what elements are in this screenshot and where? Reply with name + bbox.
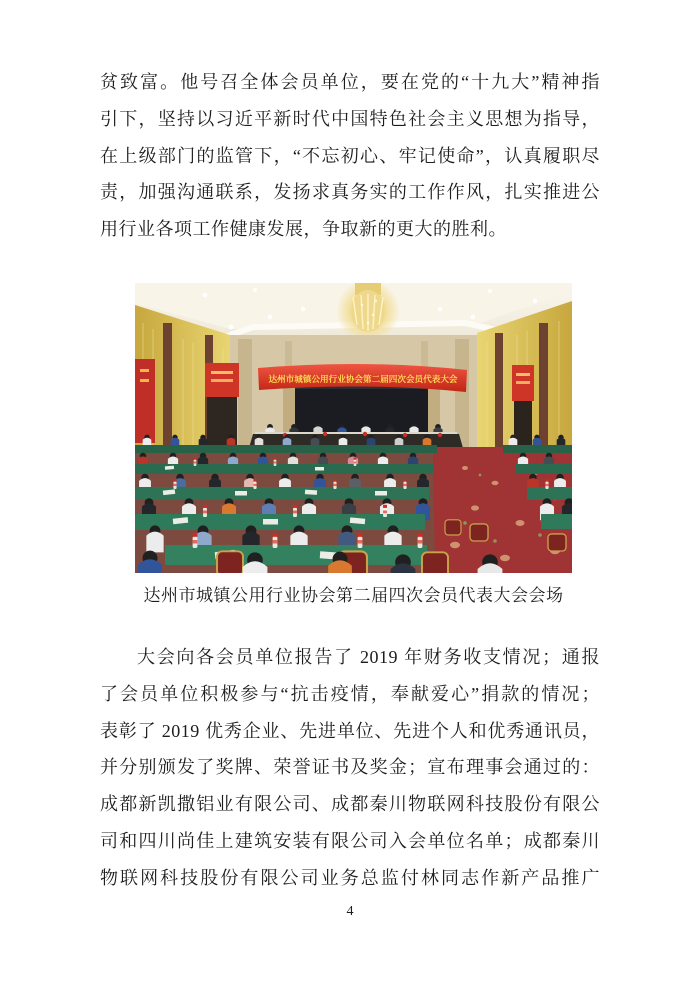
text-line: 物联网科技股份有限公司业务总监付林同志作新产品推广 xyxy=(100,867,600,888)
text-line: 并分别颁发了奖牌、荣誉证书及奖金；宣布理事会通过的： xyxy=(100,757,600,778)
paragraph-1 xyxy=(100,64,600,248)
stage-banner-text: 达州市城镇公用行业协会第二届四次会员代表大会 xyxy=(268,374,458,384)
conference-photo xyxy=(135,283,572,573)
conference-photo-scene xyxy=(135,283,572,573)
text-line: 引下，坚持以习近平新时代中国特色社会主义思想为指导， xyxy=(100,108,600,129)
text-line: 表彰了 2019 优秀企业、先进单位、先进个人和优秀通讯员， xyxy=(100,720,600,741)
text-line: 责，加强沟通联系，发扬求真务实的工作作风，扎实推进公 xyxy=(100,182,600,203)
text-line: 贫致富。他号召全体会员单位，要在党的“十九大”精神指 xyxy=(100,72,600,92)
text-line: 用行业各项工作健康发展，争取新的更大的胜利。 xyxy=(100,219,507,240)
page-number: 4 xyxy=(346,904,354,919)
text-line: 了会员单位积极参与“抗击疫情，奉献爱心”捐款的情况； xyxy=(100,683,600,704)
figure-conference-photo xyxy=(135,283,572,607)
text-line: 司和四川尚佳上建筑安装有限公司入会单位名单；成都秦川 xyxy=(100,830,600,851)
tables xyxy=(135,445,572,453)
text-line: 成都新凯撒铝业有限公司、成都秦川物联网科技股份有限公 xyxy=(100,794,600,815)
photo-caption: 达州市城镇公用行业协会第二届四次会员代表大会会场 xyxy=(143,586,564,605)
text-line: 大会向各会员单位报告了 2019 年财务收支情况；通报 xyxy=(137,647,600,667)
text-line: 在上级部门的监管下，“不忘初心、牢记使命”，认真履职尽 xyxy=(100,145,600,166)
paragraph-2 xyxy=(100,639,600,897)
